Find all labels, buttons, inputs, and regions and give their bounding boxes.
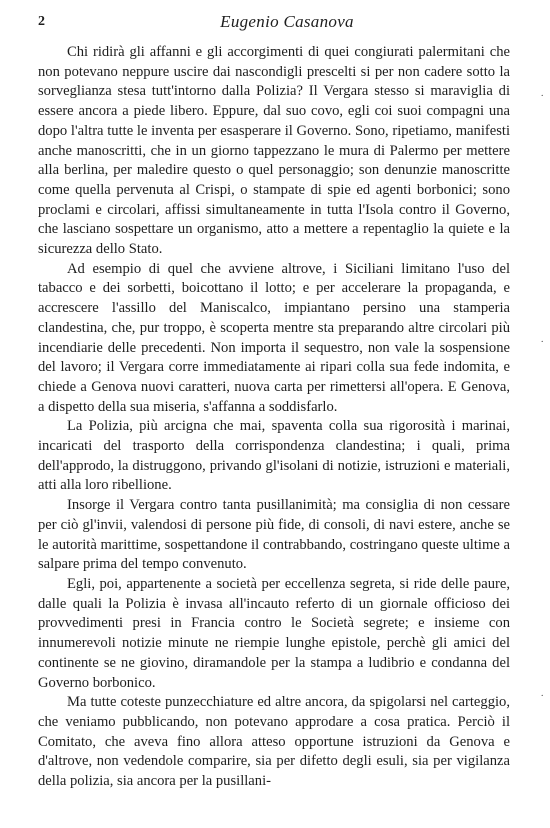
running-head xyxy=(38,12,536,34)
paragraph: Egli, poi, appartenente a società per eccellenza segreta, si ride delle paure, dalle quali la Polizia è invasa all'incauto referto di un giornale officioso dei provvedimenti presi in Francia contro le Società segrete; e insieme con innumerevoli notizie minute ne riempie lunghe epistole, perchè gli amici del continente se ne giovino, diramandole per la stampa a ludibrio e condanna del Governo borbonico. xyxy=(38,575,510,691)
paragraph: Chi ridirà gli affanni e gli accorgimenti di quei congiurati palermitani che non potevano neppure uscire dai nascondigli prescelti si per non cadere sotto la sorveglianza stesa tutt'intorno dalla Polizia? Il Vergara stesso si maraviglia di essere ancora a piede libero. Eppure, dal suo covo, egli coi suoi compagni una dopo l'altra tutte le inventa per esasperare il Governo. Sono, ripetiamo, manifesti anche manoscritti, che in un giorno tappezzano le mura di Palermo per mettere alla berlina, per maledire questo o quel personaggio; son denunzie manoscritte come quella pervenuta al Crispi, o stampate di spie ed agenti borbonici; sono proclami e circolari, affissi simultaneamente in tutta l'Isola contro il Governo, che lasciano sospettare un organismo, atto a mettere a repentaglio la quiete e la sicurezza dello Stato. xyxy=(38,44,510,258)
running-head-author: Eugenio Casanova xyxy=(220,12,354,31)
margin-speck: · xyxy=(540,690,544,702)
margin-speck: · xyxy=(540,90,544,102)
page-number: 2 xyxy=(38,14,45,29)
margin-speck: · xyxy=(540,336,544,348)
paragraph: Ad esempio di quel che avviene altrove, i Siciliani limitano l'uso del tabacco e dei sorbetti, boicottano il lotto; e per accelerare la propaganda, e accrescere l'assillo del Maniscalco, impiantano persino una stamperia clandestina, che, pur troppo, è scoperta mentre sta preparando altre circolari più incendiarie delle precedenti. Non importa il sequestro, non vale la sospensione del lavoro; il Vergara corre immediatamente ai ripari colla sua fede indomita, e chiede a Genova nuovi caratteri, nuova carta per rimettersi all'opera. E Genova, a dispetto della sua miseria, s'affanna a soddisfarlo. xyxy=(38,260,510,415)
paragraph: La Polizia, più arcigna che mai, spaventa colla sua rigorosità i marinai, incaricati del trasporto della corrispondenza clandestina; i quali, prima dell'approdo, la distruggono, privando gl'isolani di notizie, istruzioni e materiali, atti alla loro ribellione. xyxy=(38,418,510,494)
body-text xyxy=(38,43,510,792)
paragraph: Ma tutte coteste punzecchiature ed altre ancora, da spigolarsi nel carteggio, che veniamo pubblicando, non potevano approdare a cosa pratica. Perciò il Comitato, che aveva fino allora atteso opportune istruzioni da Genova e d'altrove, non vedendole comparire, sia per difetto degli esuli, sia per vigilanza della polizia, sia ancora per la pusillani- xyxy=(38,694,510,790)
paragraph: Insorge il Vergara contro tanta pusillanimità; ma consiglia di non cessare per ciò gl'invii, valendosi di persone più fide, di consoli, di navi estere, anche se le autorità marittime, sospettandone il contrabbando, costringano queste ultime a salpare prima del tempo convenuto. xyxy=(38,497,510,573)
